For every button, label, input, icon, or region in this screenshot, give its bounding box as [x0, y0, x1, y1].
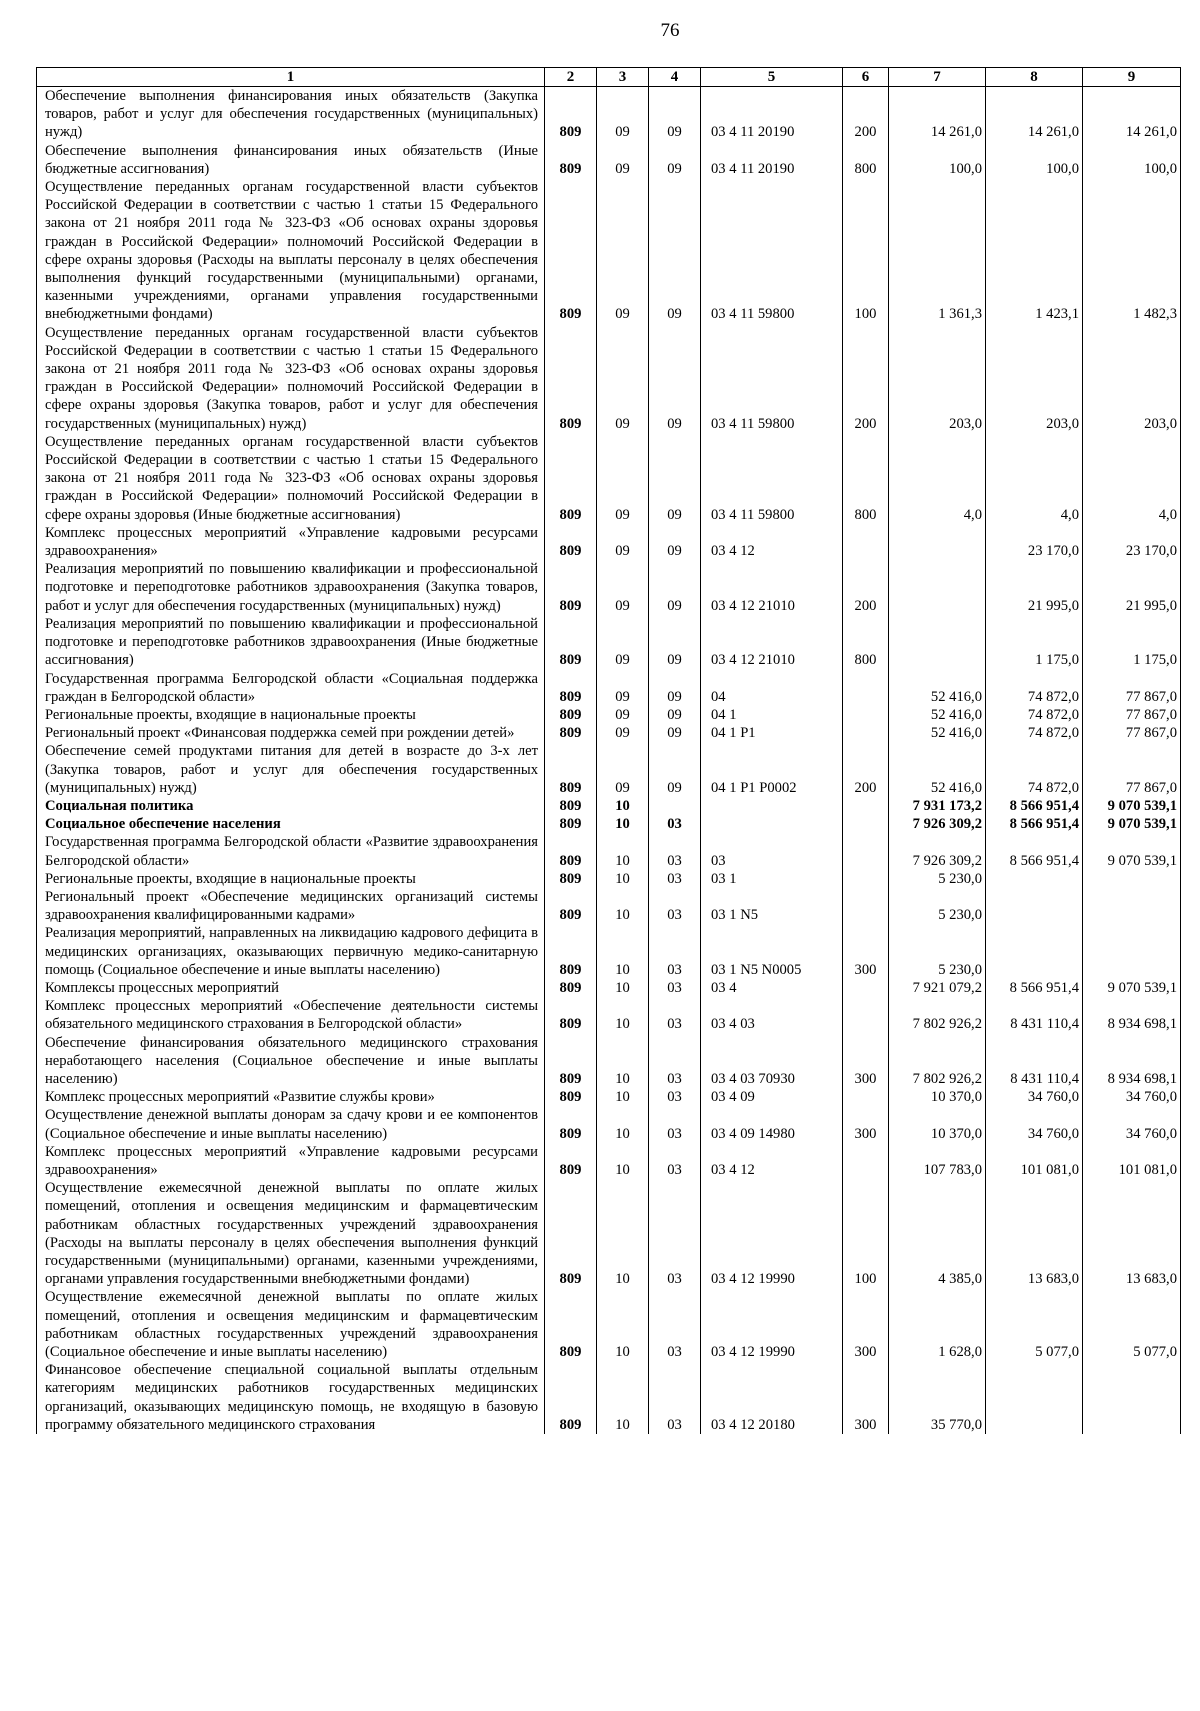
amount-year3-cell: 13 683,0 [1083, 1179, 1181, 1288]
subsection-code-cell: 09 [649, 142, 701, 178]
amount-year2-cell: 14 261,0 [986, 87, 1083, 142]
row-name-cell: Комплексы процессных мероприятий [37, 979, 545, 997]
table-row [37, 1288, 1181, 1361]
table-row [37, 87, 1181, 142]
amount-year3-cell: 8 934 698,1 [1083, 997, 1181, 1033]
section-code-cell: 10 [597, 888, 649, 924]
amount-year3-cell: 9 070 539,1 [1083, 979, 1181, 997]
target-article-cell: 03 4 12 21010 [701, 615, 843, 670]
ministry-code-cell: 809 [545, 724, 597, 742]
section-code-cell: 10 [597, 997, 649, 1033]
amount-year3-cell: 77 867,0 [1083, 670, 1181, 706]
target-article-cell: 03 4 12 [701, 1143, 843, 1179]
amount-year3-cell: 4,0 [1083, 433, 1181, 524]
amount-year2-cell: 8 431 110,4 [986, 1034, 1083, 1089]
section-code-cell: 09 [597, 615, 649, 670]
target-article-cell: 04 [701, 670, 843, 706]
target-article-cell: 03 4 11 59800 [701, 324, 843, 433]
amount-year3-cell: 14 261,0 [1083, 87, 1181, 142]
section-code-cell: 10 [597, 1088, 649, 1106]
expense-type-cell: 300 [843, 1034, 889, 1089]
target-article-cell: 04 1 [701, 706, 843, 724]
section-code-cell: 10 [597, 1179, 649, 1288]
amount-year2-cell: 203,0 [986, 324, 1083, 433]
expense-type-cell: 200 [843, 324, 889, 433]
subsection-code-cell: 09 [649, 433, 701, 524]
subsection-code-cell: 03 [649, 815, 701, 833]
subsection-code-cell: 03 [649, 1288, 701, 1361]
amount-year3-cell: 23 170,0 [1083, 524, 1181, 560]
subsection-code-cell: 09 [649, 324, 701, 433]
amount-year3-cell [1083, 924, 1181, 979]
row-name-cell: Осуществление переданных органам государственной власти субъектов Российской Федерации в соответствии с частью 1 статьи 15 Федерального закона от 21 ноября 2011 года № 323-ФЗ «Об основах охраны здоровья граждан в Российской Федерации» полномочий Российской Федерации в сфере охраны здоровья (Иные бюджетные ассигнования) [37, 433, 545, 524]
section-code-cell: 10 [597, 1034, 649, 1089]
subsection-code-cell: 03 [649, 924, 701, 979]
amount-year2-cell: 13 683,0 [986, 1179, 1083, 1288]
ministry-code-cell: 809 [545, 324, 597, 433]
target-article-cell: 03 1 [701, 870, 843, 888]
amount-year3-cell: 1 175,0 [1083, 615, 1181, 670]
column-header: 7 [889, 68, 986, 87]
amount-year2-cell: 8 566 951,4 [986, 815, 1083, 833]
section-code-cell: 09 [597, 742, 649, 797]
expense-type-cell [843, 1088, 889, 1106]
amount-year3-cell [1083, 1361, 1181, 1434]
amount-year3-cell [1083, 870, 1181, 888]
section-code-cell: 09 [597, 433, 649, 524]
expense-type-cell: 100 [843, 178, 889, 324]
ministry-code-cell: 809 [545, 742, 597, 797]
expense-type-cell: 300 [843, 1106, 889, 1142]
ministry-code-cell: 809 [545, 815, 597, 833]
subsection-code-cell: 09 [649, 742, 701, 797]
amount-year1-cell: 7 802 926,2 [889, 997, 986, 1033]
section-code-cell: 09 [597, 178, 649, 324]
amount-year2-cell: 8 566 951,4 [986, 833, 1083, 869]
subsection-code-cell: 03 [649, 888, 701, 924]
amount-year3-cell [1083, 888, 1181, 924]
amount-year2-cell: 34 760,0 [986, 1106, 1083, 1142]
expense-type-cell [843, 833, 889, 869]
expense-type-cell [843, 870, 889, 888]
amount-year1-cell: 52 416,0 [889, 724, 986, 742]
amount-year3-cell: 77 867,0 [1083, 742, 1181, 797]
subsection-code-cell: 03 [649, 1361, 701, 1434]
row-name-cell: Региональные проекты, входящие в национальные проекты [37, 870, 545, 888]
subsection-code-cell: 03 [649, 979, 701, 997]
target-article-cell: 03 4 11 20190 [701, 142, 843, 178]
table-row [37, 142, 1181, 178]
row-name-cell: Осуществление ежемесячной денежной выплаты по оплате жилых помещений, отопления и освещения медицинским и фармацевтическим работникам областных государственных учреждений здравоохранения (Социальное обеспечение и иные выплаты населению) [37, 1288, 545, 1361]
amount-year1-cell: 5 230,0 [889, 924, 986, 979]
table-row [37, 815, 1181, 833]
amount-year2-cell [986, 1361, 1083, 1434]
amount-year2-cell: 8 431 110,4 [986, 997, 1083, 1033]
expense-type-cell [843, 797, 889, 815]
table-row [37, 615, 1181, 670]
section-code-cell: 09 [597, 524, 649, 560]
column-header: 5 [701, 68, 843, 87]
amount-year2-cell: 8 566 951,4 [986, 797, 1083, 815]
amount-year1-cell: 52 416,0 [889, 742, 986, 797]
row-name-cell: Социальное обеспечение населения [37, 815, 545, 833]
table-row [37, 833, 1181, 869]
subsection-code-cell: 09 [649, 670, 701, 706]
expense-type-cell [843, 524, 889, 560]
section-code-cell: 10 [597, 797, 649, 815]
amount-year3-cell: 5 077,0 [1083, 1288, 1181, 1361]
target-article-cell: 03 4 09 [701, 1088, 843, 1106]
expense-type-cell: 200 [843, 87, 889, 142]
amount-year1-cell: 203,0 [889, 324, 986, 433]
amount-year2-cell [986, 924, 1083, 979]
amount-year3-cell: 8 934 698,1 [1083, 1034, 1181, 1089]
expense-type-cell: 800 [843, 433, 889, 524]
subsection-code-cell: 03 [649, 1088, 701, 1106]
table-row [37, 324, 1181, 433]
target-article-cell: 04 1 P1 P0002 [701, 742, 843, 797]
target-article-cell: 03 4 12 20180 [701, 1361, 843, 1434]
amount-year3-cell: 9 070 539,1 [1083, 797, 1181, 815]
ministry-code-cell: 809 [545, 797, 597, 815]
amount-year3-cell: 34 760,0 [1083, 1088, 1181, 1106]
amount-year1-cell: 107 783,0 [889, 1143, 986, 1179]
subsection-code-cell: 09 [649, 615, 701, 670]
expense-type-cell [843, 979, 889, 997]
amount-year1-cell: 10 370,0 [889, 1088, 986, 1106]
amount-year3-cell: 9 070 539,1 [1083, 815, 1181, 833]
amount-year2-cell: 23 170,0 [986, 524, 1083, 560]
ministry-code-cell: 809 [545, 1288, 597, 1361]
amount-year1-cell: 4 385,0 [889, 1179, 986, 1288]
amount-year1-cell: 10 370,0 [889, 1106, 986, 1142]
ministry-code-cell: 809 [545, 888, 597, 924]
expense-type-cell [843, 670, 889, 706]
table-row [37, 706, 1181, 724]
row-name-cell: Реализация мероприятий по повышению квалификации и профессиональной подготовке и переподготовке работников здравоохранения (Иные бюджетные ассигнования) [37, 615, 545, 670]
amount-year2-cell: 74 872,0 [986, 724, 1083, 742]
section-code-cell: 10 [597, 1361, 649, 1434]
row-name-cell: Комплекс процессных мероприятий «Обеспечение деятельности системы обязательного медицинского страхования в Белгородской области» [37, 997, 545, 1033]
row-name-cell: Обеспечение выполнения финансирования иных обязательств (Иные бюджетные ассигнования) [37, 142, 545, 178]
amount-year1-cell: 100,0 [889, 142, 986, 178]
amount-year1-cell: 5 230,0 [889, 888, 986, 924]
subsection-code-cell: 03 [649, 1143, 701, 1179]
column-number-row [37, 68, 1181, 87]
row-name-cell: Осуществление переданных органам государственной власти субъектов Российской Федерации в соответствии с частью 1 статьи 15 Федерального закона от 21 ноября 2011 года № 323-ФЗ «Об основах охраны здоровья граждан в Российской Федерации» полномочий Российской Федерации в сфере охраны здоровья (Расходы на выплаты персоналу в целях обеспечения выполнения функций государственными (муниципальными) органами, казенными учреждениями, органами управления государственными внебюджетными фондами) [37, 178, 545, 324]
table-row [37, 997, 1181, 1033]
subsection-code-cell: 03 [649, 833, 701, 869]
target-article-cell: 03 4 12 19990 [701, 1179, 843, 1288]
row-name-cell: Социальная политика [37, 797, 545, 815]
subsection-code-cell: 09 [649, 724, 701, 742]
table-body [37, 87, 1181, 1435]
target-article-cell: 03 4 11 59800 [701, 433, 843, 524]
target-article-cell: 03 4 12 19990 [701, 1288, 843, 1361]
amount-year1-cell: 52 416,0 [889, 706, 986, 724]
amount-year3-cell: 21 995,0 [1083, 560, 1181, 615]
budget-table [36, 67, 1181, 1434]
section-code-cell: 10 [597, 870, 649, 888]
subsection-code-cell [649, 797, 701, 815]
amount-year2-cell: 74 872,0 [986, 670, 1083, 706]
subsection-code-cell: 03 [649, 870, 701, 888]
ministry-code-cell: 809 [545, 1088, 597, 1106]
expense-type-cell: 300 [843, 924, 889, 979]
ministry-code-cell: 809 [545, 924, 597, 979]
table-row [37, 1361, 1181, 1434]
target-article-cell: 03 4 03 70930 [701, 1034, 843, 1089]
amount-year2-cell: 4,0 [986, 433, 1083, 524]
amount-year2-cell: 5 077,0 [986, 1288, 1083, 1361]
row-name-cell: Комплекс процессных мероприятий «Развитие службы крови» [37, 1088, 545, 1106]
amount-year2-cell [986, 888, 1083, 924]
section-code-cell: 10 [597, 815, 649, 833]
ministry-code-cell: 809 [545, 1179, 597, 1288]
row-name-cell: Комплекс процессных мероприятий «Управление кадровыми ресурсами здравоохранения» [37, 524, 545, 560]
table-row [37, 724, 1181, 742]
column-header: 6 [843, 68, 889, 87]
table-row [37, 979, 1181, 997]
expense-type-cell: 300 [843, 1288, 889, 1361]
target-article-cell [701, 797, 843, 815]
ministry-code-cell: 809 [545, 142, 597, 178]
subsection-code-cell: 09 [649, 87, 701, 142]
amount-year1-cell: 4,0 [889, 433, 986, 524]
target-article-cell: 03 4 03 [701, 997, 843, 1033]
amount-year1-cell [889, 560, 986, 615]
page-number: 76 [660, 20, 680, 41]
ministry-code-cell: 809 [545, 979, 597, 997]
ministry-code-cell: 809 [545, 560, 597, 615]
ministry-code-cell: 809 [545, 433, 597, 524]
table-row [37, 178, 1181, 324]
row-name-cell: Осуществление денежной выплаты донорам за сдачу крови и ее компонентов (Социальное обеспечение и иные выплаты населению) [37, 1106, 545, 1142]
section-code-cell: 09 [597, 87, 649, 142]
amount-year3-cell: 1 482,3 [1083, 178, 1181, 324]
expense-type-cell: 800 [843, 615, 889, 670]
column-header: 1 [37, 68, 545, 87]
amount-year3-cell: 77 867,0 [1083, 706, 1181, 724]
amount-year2-cell: 1 423,1 [986, 178, 1083, 324]
amount-year2-cell: 21 995,0 [986, 560, 1083, 615]
ministry-code-cell: 809 [545, 670, 597, 706]
amount-year2-cell: 100,0 [986, 142, 1083, 178]
subsection-code-cell: 03 [649, 1106, 701, 1142]
row-name-cell: Государственная программа Белгородской области «Социальная поддержка граждан в Белгородской области» [37, 670, 545, 706]
subsection-code-cell: 09 [649, 560, 701, 615]
column-header: 8 [986, 68, 1083, 87]
expense-type-cell: 200 [843, 560, 889, 615]
column-header: 4 [649, 68, 701, 87]
expense-type-cell [843, 997, 889, 1033]
section-code-cell: 09 [597, 724, 649, 742]
amount-year1-cell: 7 802 926,2 [889, 1034, 986, 1089]
row-name-cell: Осуществление ежемесячной денежной выплаты по оплате жилых помещений, отопления и освещения медицинским и фармацевтическим работникам областных государственных учреждений здравоохранения (Расходы на выплаты персоналу в целях обеспечения выполнения функций государственными (муниципальными) органами, казенными учреждениями, органами управления государственными внебюджетными фондами) [37, 1179, 545, 1288]
target-article-cell: 04 1 P1 [701, 724, 843, 742]
amount-year1-cell: 5 230,0 [889, 870, 986, 888]
target-article-cell: 03 1 N5 N0005 [701, 924, 843, 979]
target-article-cell [701, 815, 843, 833]
ministry-code-cell: 809 [545, 706, 597, 724]
table-row [37, 888, 1181, 924]
amount-year1-cell: 1 361,3 [889, 178, 986, 324]
expense-type-cell [843, 706, 889, 724]
ministry-code-cell: 809 [545, 1106, 597, 1142]
amount-year2-cell: 101 081,0 [986, 1143, 1083, 1179]
ministry-code-cell: 809 [545, 833, 597, 869]
expense-type-cell: 300 [843, 1361, 889, 1434]
amount-year1-cell: 1 628,0 [889, 1288, 986, 1361]
ministry-code-cell: 809 [545, 1143, 597, 1179]
table-row [37, 1106, 1181, 1142]
amount-year1-cell [889, 615, 986, 670]
amount-year3-cell: 9 070 539,1 [1083, 833, 1181, 869]
amount-year3-cell: 100,0 [1083, 142, 1181, 178]
table-row [37, 1034, 1181, 1089]
row-name-cell: Обеспечение финансирования обязательного медицинского страхования неработающего населения (Социальное обеспечение и иные выплаты населению) [37, 1034, 545, 1089]
row-name-cell: Осуществление переданных органам государственной власти субъектов Российской Федерации в соответствии с частью 1 статьи 15 Федерального закона от 21 ноября 2011 года № 323-ФЗ «Об основах охраны здоровья граждан в Российской Федерации» полномочий Российской Федерации в сфере охраны здоровья (Закупка товаров, работ и услуг для обеспечения государственных (муниципальных) нужд) [37, 324, 545, 433]
table-row [37, 524, 1181, 560]
row-name-cell: Региональный проект «Обеспечение медицинских организаций системы здравоохранения квалифицированными кадрами» [37, 888, 545, 924]
amount-year2-cell: 8 566 951,4 [986, 979, 1083, 997]
subsection-code-cell: 03 [649, 1179, 701, 1288]
amount-year3-cell: 101 081,0 [1083, 1143, 1181, 1179]
subsection-code-cell: 09 [649, 178, 701, 324]
ministry-code-cell: 809 [545, 870, 597, 888]
ministry-code-cell: 809 [545, 1361, 597, 1434]
table-row [37, 924, 1181, 979]
expense-type-cell: 100 [843, 1179, 889, 1288]
row-name-cell: Реализация мероприятий, направленных на ликвидацию кадрового дефицита в медицинских организациях, оказывающих первичную медико-санитарную помощь (Социальное обеспечение и иные выплаты населению) [37, 924, 545, 979]
section-code-cell: 10 [597, 924, 649, 979]
table-row [37, 1088, 1181, 1106]
expense-type-cell: 800 [843, 142, 889, 178]
row-name-cell: Государственная программа Белгородской области «Развитие здравоохранения Белгородской области» [37, 833, 545, 869]
row-name-cell: Региональные проекты, входящие в национальные проекты [37, 706, 545, 724]
subsection-code-cell: 09 [649, 706, 701, 724]
target-article-cell: 03 4 11 59800 [701, 178, 843, 324]
amount-year3-cell: 77 867,0 [1083, 724, 1181, 742]
amount-year1-cell: 35 770,0 [889, 1361, 986, 1434]
table-row [37, 1179, 1181, 1288]
expense-type-cell [843, 815, 889, 833]
amount-year1-cell: 14 261,0 [889, 87, 986, 142]
section-code-cell: 09 [597, 670, 649, 706]
column-header: 9 [1083, 68, 1181, 87]
subsection-code-cell: 03 [649, 1034, 701, 1089]
target-article-cell: 03 1 N5 [701, 888, 843, 924]
amount-year1-cell: 7 921 079,2 [889, 979, 986, 997]
section-code-cell: 10 [597, 1106, 649, 1142]
table-row [37, 433, 1181, 524]
target-article-cell: 03 [701, 833, 843, 869]
ministry-code-cell: 809 [545, 178, 597, 324]
ministry-code-cell: 809 [545, 615, 597, 670]
row-name-cell: Финансовое обеспечение специальной социальной выплаты отдельным категориям медицинских работников государственных медицинских организаций, оказывающих медицинскую помощь, не входящую в базовую программу обязательного медицинского страхования [37, 1361, 545, 1434]
ministry-code-cell: 809 [545, 1034, 597, 1089]
section-code-cell: 10 [597, 1143, 649, 1179]
ministry-code-cell: 809 [545, 524, 597, 560]
amount-year2-cell [986, 870, 1083, 888]
amount-year1-cell: 7 926 309,2 [889, 833, 986, 869]
subsection-code-cell: 09 [649, 524, 701, 560]
row-name-cell: Обеспечение семей продуктами питания для детей в возрасте до 3-х лет (Закупка товаров, работ и услуг для обеспечения государственных (муниципальных) нужд) [37, 742, 545, 797]
table-row [37, 742, 1181, 797]
table-row [37, 870, 1181, 888]
expense-type-cell [843, 1143, 889, 1179]
amount-year2-cell: 1 175,0 [986, 615, 1083, 670]
table-row [37, 1143, 1181, 1179]
target-article-cell: 03 4 09 14980 [701, 1106, 843, 1142]
amount-year2-cell: 34 760,0 [986, 1088, 1083, 1106]
section-code-cell: 09 [597, 560, 649, 615]
section-code-cell: 10 [597, 1288, 649, 1361]
ministry-code-cell: 809 [545, 997, 597, 1033]
amount-year1-cell: 7 926 309,2 [889, 815, 986, 833]
target-article-cell: 03 4 [701, 979, 843, 997]
row-name-cell: Комплекс процессных мероприятий «Управление кадровыми ресурсами здравоохранения» [37, 1143, 545, 1179]
amount-year1-cell: 7 931 173,2 [889, 797, 986, 815]
amount-year1-cell: 52 416,0 [889, 670, 986, 706]
target-article-cell: 03 4 12 [701, 524, 843, 560]
target-article-cell: 03 4 12 21010 [701, 560, 843, 615]
section-code-cell: 10 [597, 833, 649, 869]
column-header: 2 [545, 68, 597, 87]
row-name-cell: Региональный проект «Финансовая поддержка семей при рождении детей» [37, 724, 545, 742]
expense-type-cell [843, 888, 889, 924]
target-article-cell: 03 4 11 20190 [701, 87, 843, 142]
column-header: 3 [597, 68, 649, 87]
section-code-cell: 09 [597, 324, 649, 433]
row-name-cell: Реализация мероприятий по повышению квалификации и профессиональной подготовке и переподготовке работников здравоохранения (Закупка товаров, работ и услуг для обеспечения государственных (муниципальных) нужд) [37, 560, 545, 615]
amount-year1-cell [889, 524, 986, 560]
row-name-cell: Обеспечение выполнения финансирования иных обязательств (Закупка товаров, работ и услуг для обеспечения государственных (муниципальных) нужд) [37, 87, 545, 142]
amount-year3-cell: 203,0 [1083, 324, 1181, 433]
subsection-code-cell: 03 [649, 997, 701, 1033]
amount-year2-cell: 74 872,0 [986, 742, 1083, 797]
amount-year3-cell: 34 760,0 [1083, 1106, 1181, 1142]
expense-type-cell: 200 [843, 742, 889, 797]
table-row [37, 797, 1181, 815]
table-row [37, 670, 1181, 706]
expense-type-cell [843, 724, 889, 742]
section-code-cell: 10 [597, 979, 649, 997]
section-code-cell: 09 [597, 706, 649, 724]
amount-year2-cell: 74 872,0 [986, 706, 1083, 724]
section-code-cell: 09 [597, 142, 649, 178]
table-row [37, 560, 1181, 615]
ministry-code-cell: 809 [545, 87, 597, 142]
